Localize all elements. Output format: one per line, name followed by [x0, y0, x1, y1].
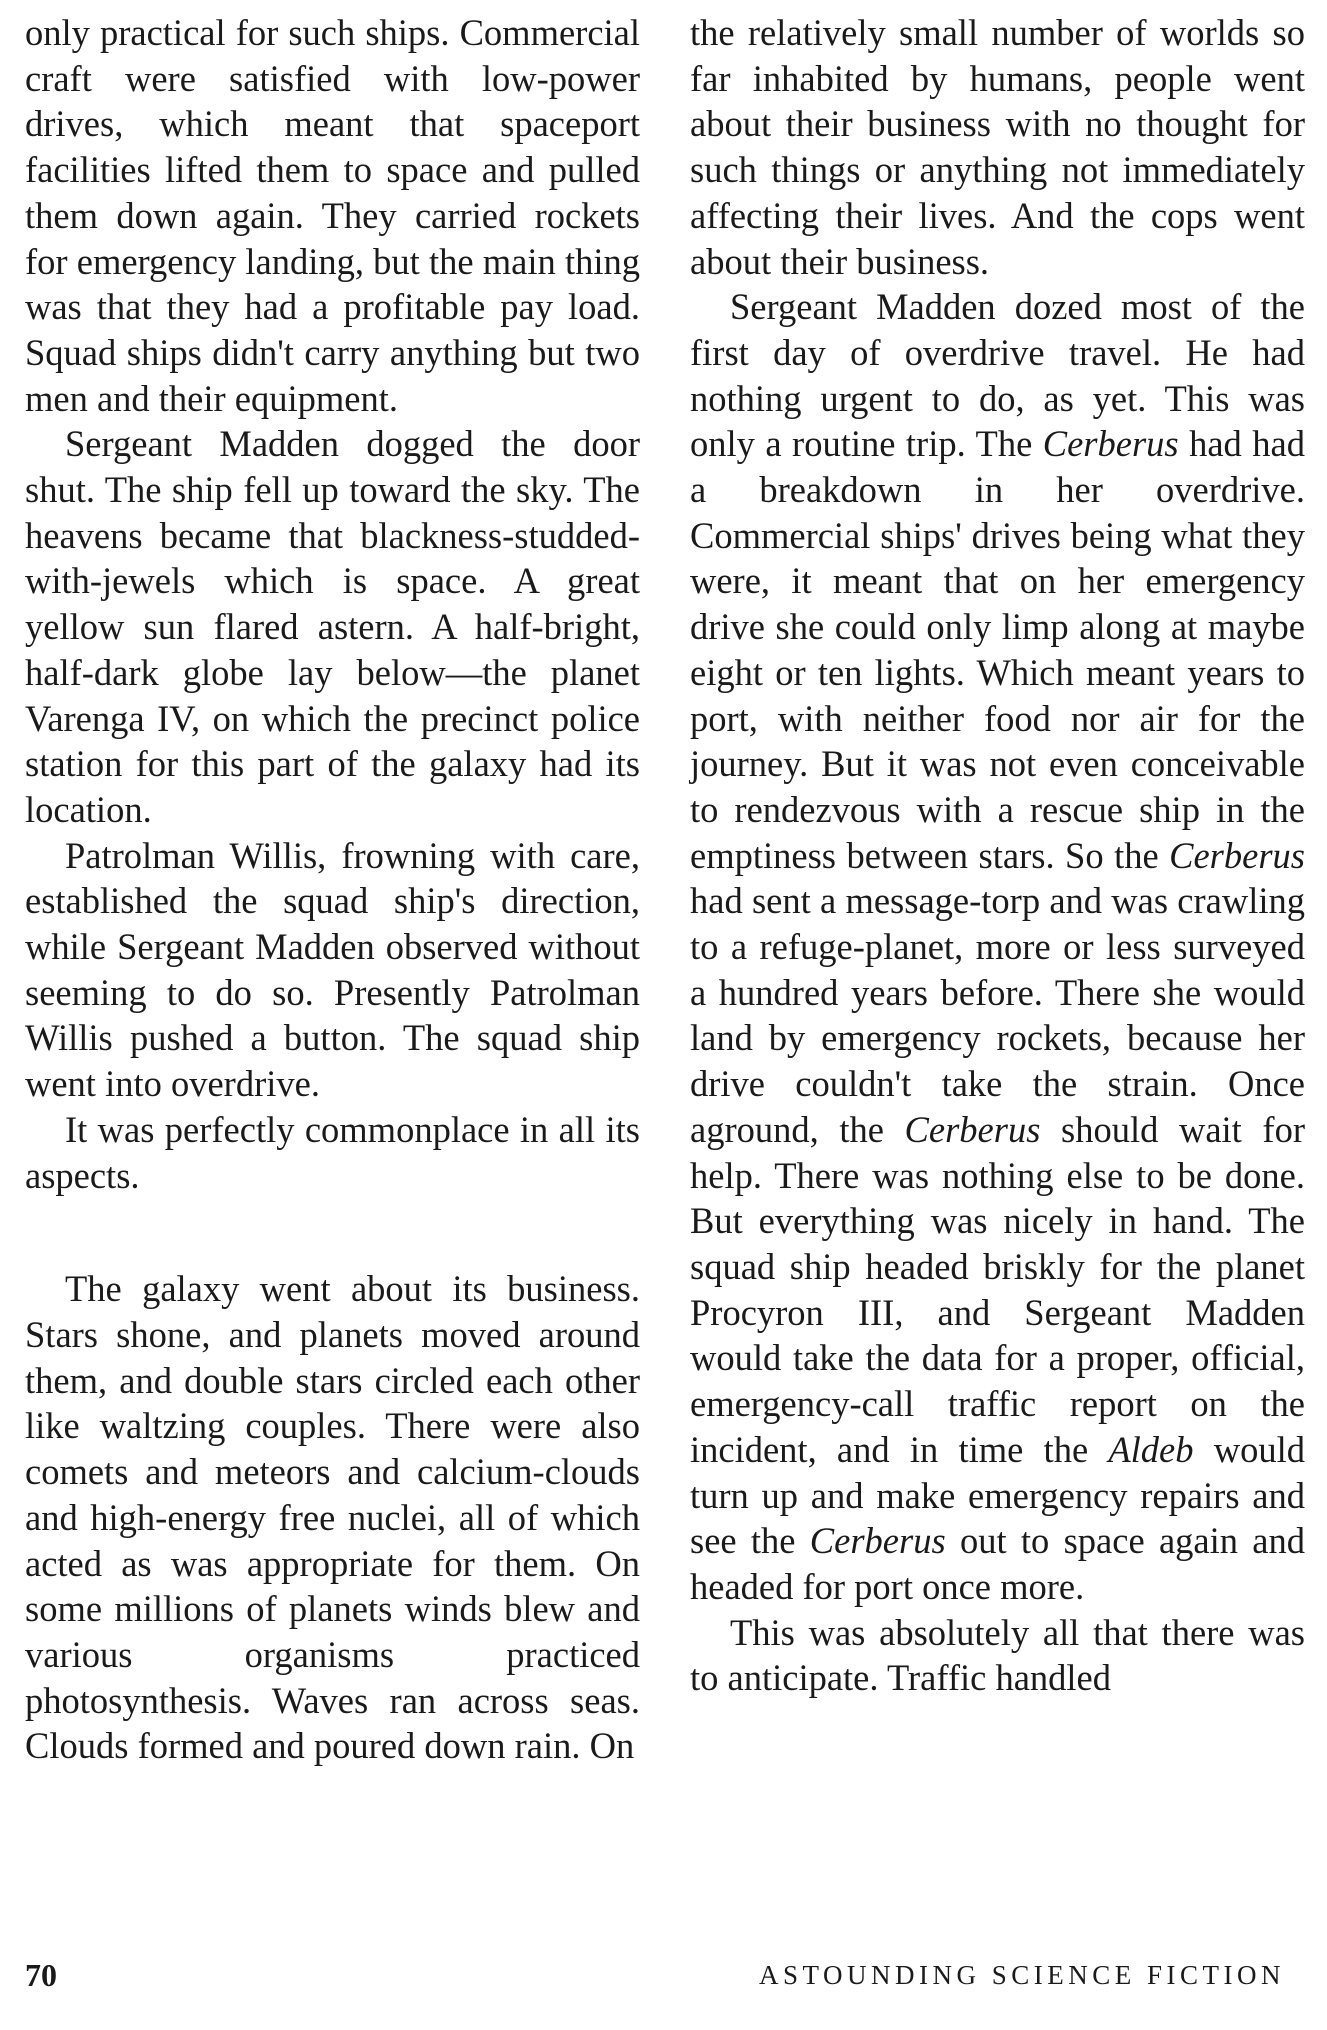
- running-title: ASTOUNDING SCIENCE FICTION: [758, 1960, 1285, 1990]
- paragraph: Patrolman Willis, frowning with care, established the squad ship's direction, while Sergeant Madden observed without seeming to do so. Presently Patrolman Willis pushed a button. The squad ship went into overdrive.: [25, 834, 640, 1105]
- text-run: would turn up and make emergency repairs and see the: [690, 1428, 1305, 1562]
- paragraph: [690, 284, 1305, 1609]
- ship-name: Cerberus: [904, 1108, 1041, 1150]
- right-column: [690, 10, 1305, 1701]
- ship-name: Cerberus: [1042, 423, 1179, 465]
- page-number: 70: [25, 1957, 57, 1993]
- paragraph: only practical for such ships. Commercial craft were satisfied with low-power drives, which meant that spaceport facilities lifted them to space and pulled them down again. They carried rockets for emergency landing, but the main thing was that they had a profitable pay load. Squad ships didn't carry anything but two men and their equipment.: [25, 12, 640, 419]
- ship-name: Cerberus: [809, 1520, 946, 1562]
- text-run: should wait for help. There was nothing else to be done. But everything was nicely in hand. The squad ship headed briskly for the planet Procyron III, and Sergeant Madden would take the data for a proper, official, emergency-call traffic report on the incident, and in time the: [690, 1108, 1305, 1470]
- paragraph: the relatively small number of worlds so far inhabited by humans, people went about their business with no thought for such things or anything not immediately affecting their lives. And the cops went about their business.: [690, 12, 1305, 282]
- paragraph: The galaxy went about its business. Stars shone, and planets moved around them, and double stars circled each other like waltzing couples. There were also comets and meteors and calcium-clouds and high-energy free nuclei, all of which acted as was appropriate for them. On some millions of planets winds blew and various organisms practiced photosynthesis. Waves ran across seas. Clouds formed and poured down rain. On: [25, 1268, 640, 1767]
- ship-name: Aldeb: [1108, 1428, 1194, 1470]
- text-run: had had a breakdown in her overdrive. Commercial ships' drives being what they were, it meant that on her emergency drive she could only limp along at maybe eight or ten lights. Which meant years to port, with neither food nor air for the journey. But it was not even conceivable to rendezvous with a rescue ship in the emptiness between stars. So the: [690, 423, 1305, 876]
- paragraph: Sergeant Madden dogged the door shut. The ship fell up toward the sky. The heavens became that blackness-studded-with-jewels which is space. A great yellow sun flared astern. A half-bright, half-dark globe lay below—the planet Varenga IV, on which the precinct police station for this part of the galaxy had its location.: [25, 423, 640, 830]
- text-run: Sergeant Madden dozed most of the first day of overdrive travel. He had nothing urgent to do, as yet. This was only a routine trip. The: [690, 286, 1305, 465]
- paragraph: This was absolutely all that there was to anticipate. Traffic handled: [690, 1611, 1305, 1699]
- ship-name: Cerberus: [1169, 834, 1305, 876]
- paragraph: It was perfectly commonplace in all its aspects.: [25, 1108, 640, 1196]
- text-run: had sent a message-torp and was crawling to a refuge-planet, more or less surveyed a hundred years before. There she would land by emergency rockets, because her drive couldn't take the strain. Once aground, the: [690, 880, 1305, 1150]
- left-column: [25, 10, 640, 1769]
- text-run: out to space again and headed for port once more.: [690, 1520, 1305, 1607]
